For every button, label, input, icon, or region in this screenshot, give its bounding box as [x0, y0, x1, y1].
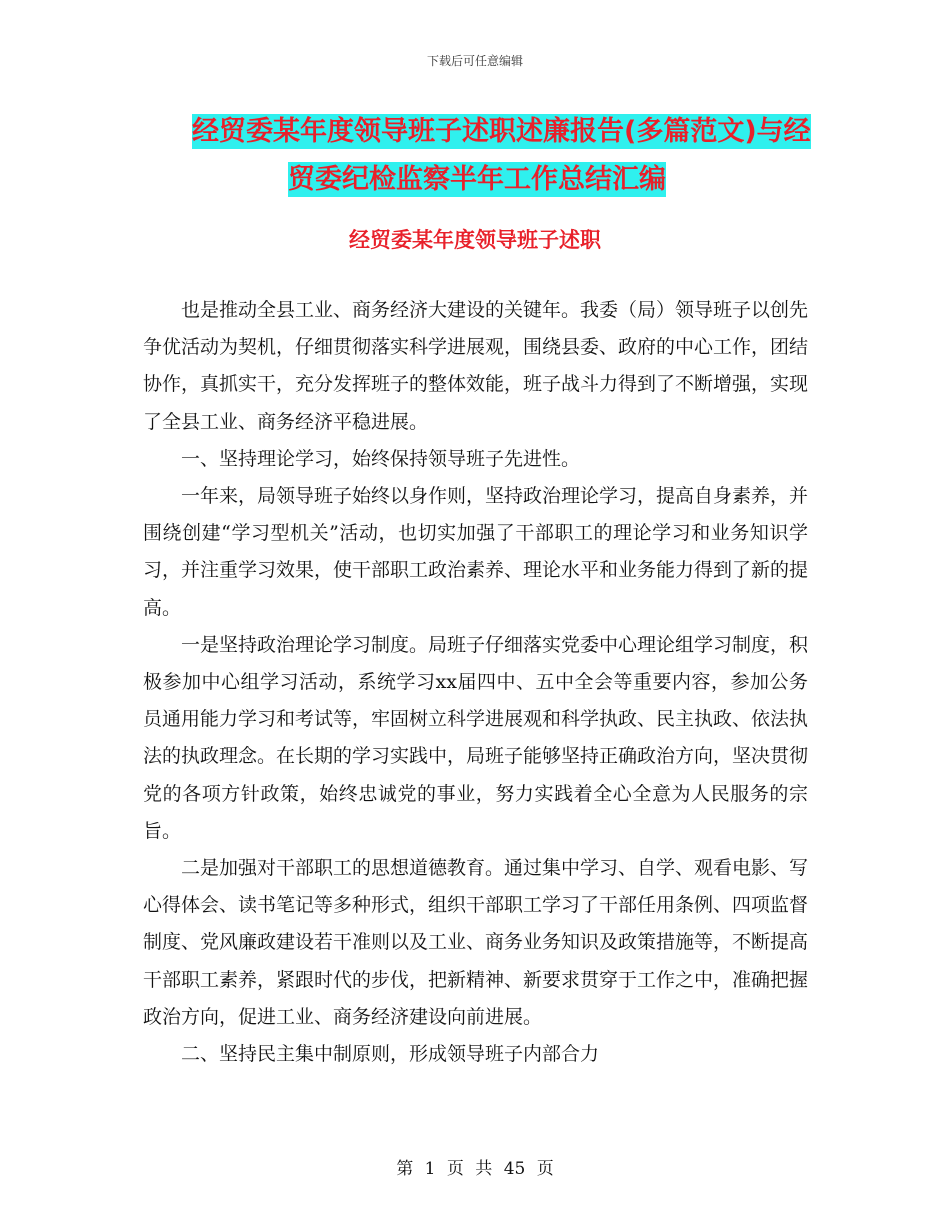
document-body [143, 292, 808, 1073]
title-line-2: 贸委纪检监察半年工作总结汇编 [288, 164, 666, 195]
paragraph: 二、坚持民主集中制原则，形成领导班子内部合力 [181, 1043, 600, 1066]
document-title [192, 108, 812, 204]
paragraph: 也是推动全县工业、商务经济大建设的关键年。我委（局）领导班子以创先争优活动为契机，仔细贯彻落实科学进展观，围绕县委、政府的中心工作，团结协作，真抓实干，充分发挥班子的整体效能，班子战斗力得到了不断增强，实现了全县工业、商务经济平稳进展。 [143, 299, 809, 433]
paragraph: 一是坚持政治理论学习制度。局班子仔细落实党委中心理论组学习制度，积极参加中心组学习活动，系统学习xx届四中、五中全会等重要内容，参加公务员通用能力学习和考试等，牢固树立科学进展观和科学执政、民主执政、依法执法的执政理念。在长期的学习实践中，局班子能够坚持正确政治方向，坚决贯彻党的各项方针政策，始终忠诚党的事业，努力实践着全心全意为人民服务的宗旨。 [143, 633, 809, 842]
header-note: 下载后可任意编辑 [426, 54, 523, 68]
paragraph: 二是加强对干部职工的思想道德教育。通过集中学习、自学、观看电影、写心得体会、读书笔记等多种形式，组织干部职工学习了干部任用条例、四项监督制度、党风廉政建设若干准则以及工业、商务业务知识及政策措施等，不断提高干部职工素养，紧跟时代的步伐，把新精神、新要求贯穿于工作之中，准确把握政治方向，促进工业、商务经济建设向前进展。 [143, 857, 809, 1028]
section-subtitle: 经贸委某年度领导班子述职 [349, 228, 601, 252]
paragraph: 一年来，局领导班子始终以身作则，坚持政治理论学习，提高自身素养，并围绕创建“学习型机关”活动，也切实加强了干部职工的理论学习和业务知识学习，并注重学习效果，使干部职工政治素养、理论水平和业务能力得到了新的提高。 [143, 485, 809, 619]
paragraph: 一、坚持理论学习，始终保持领导班子先进性。 [181, 447, 581, 470]
title-line-1: 经贸委某年度领导班子述职述廉报告(多篇范文)与经 [192, 116, 811, 147]
page-number: 第 1 页 共 45 页 [396, 1159, 554, 1179]
